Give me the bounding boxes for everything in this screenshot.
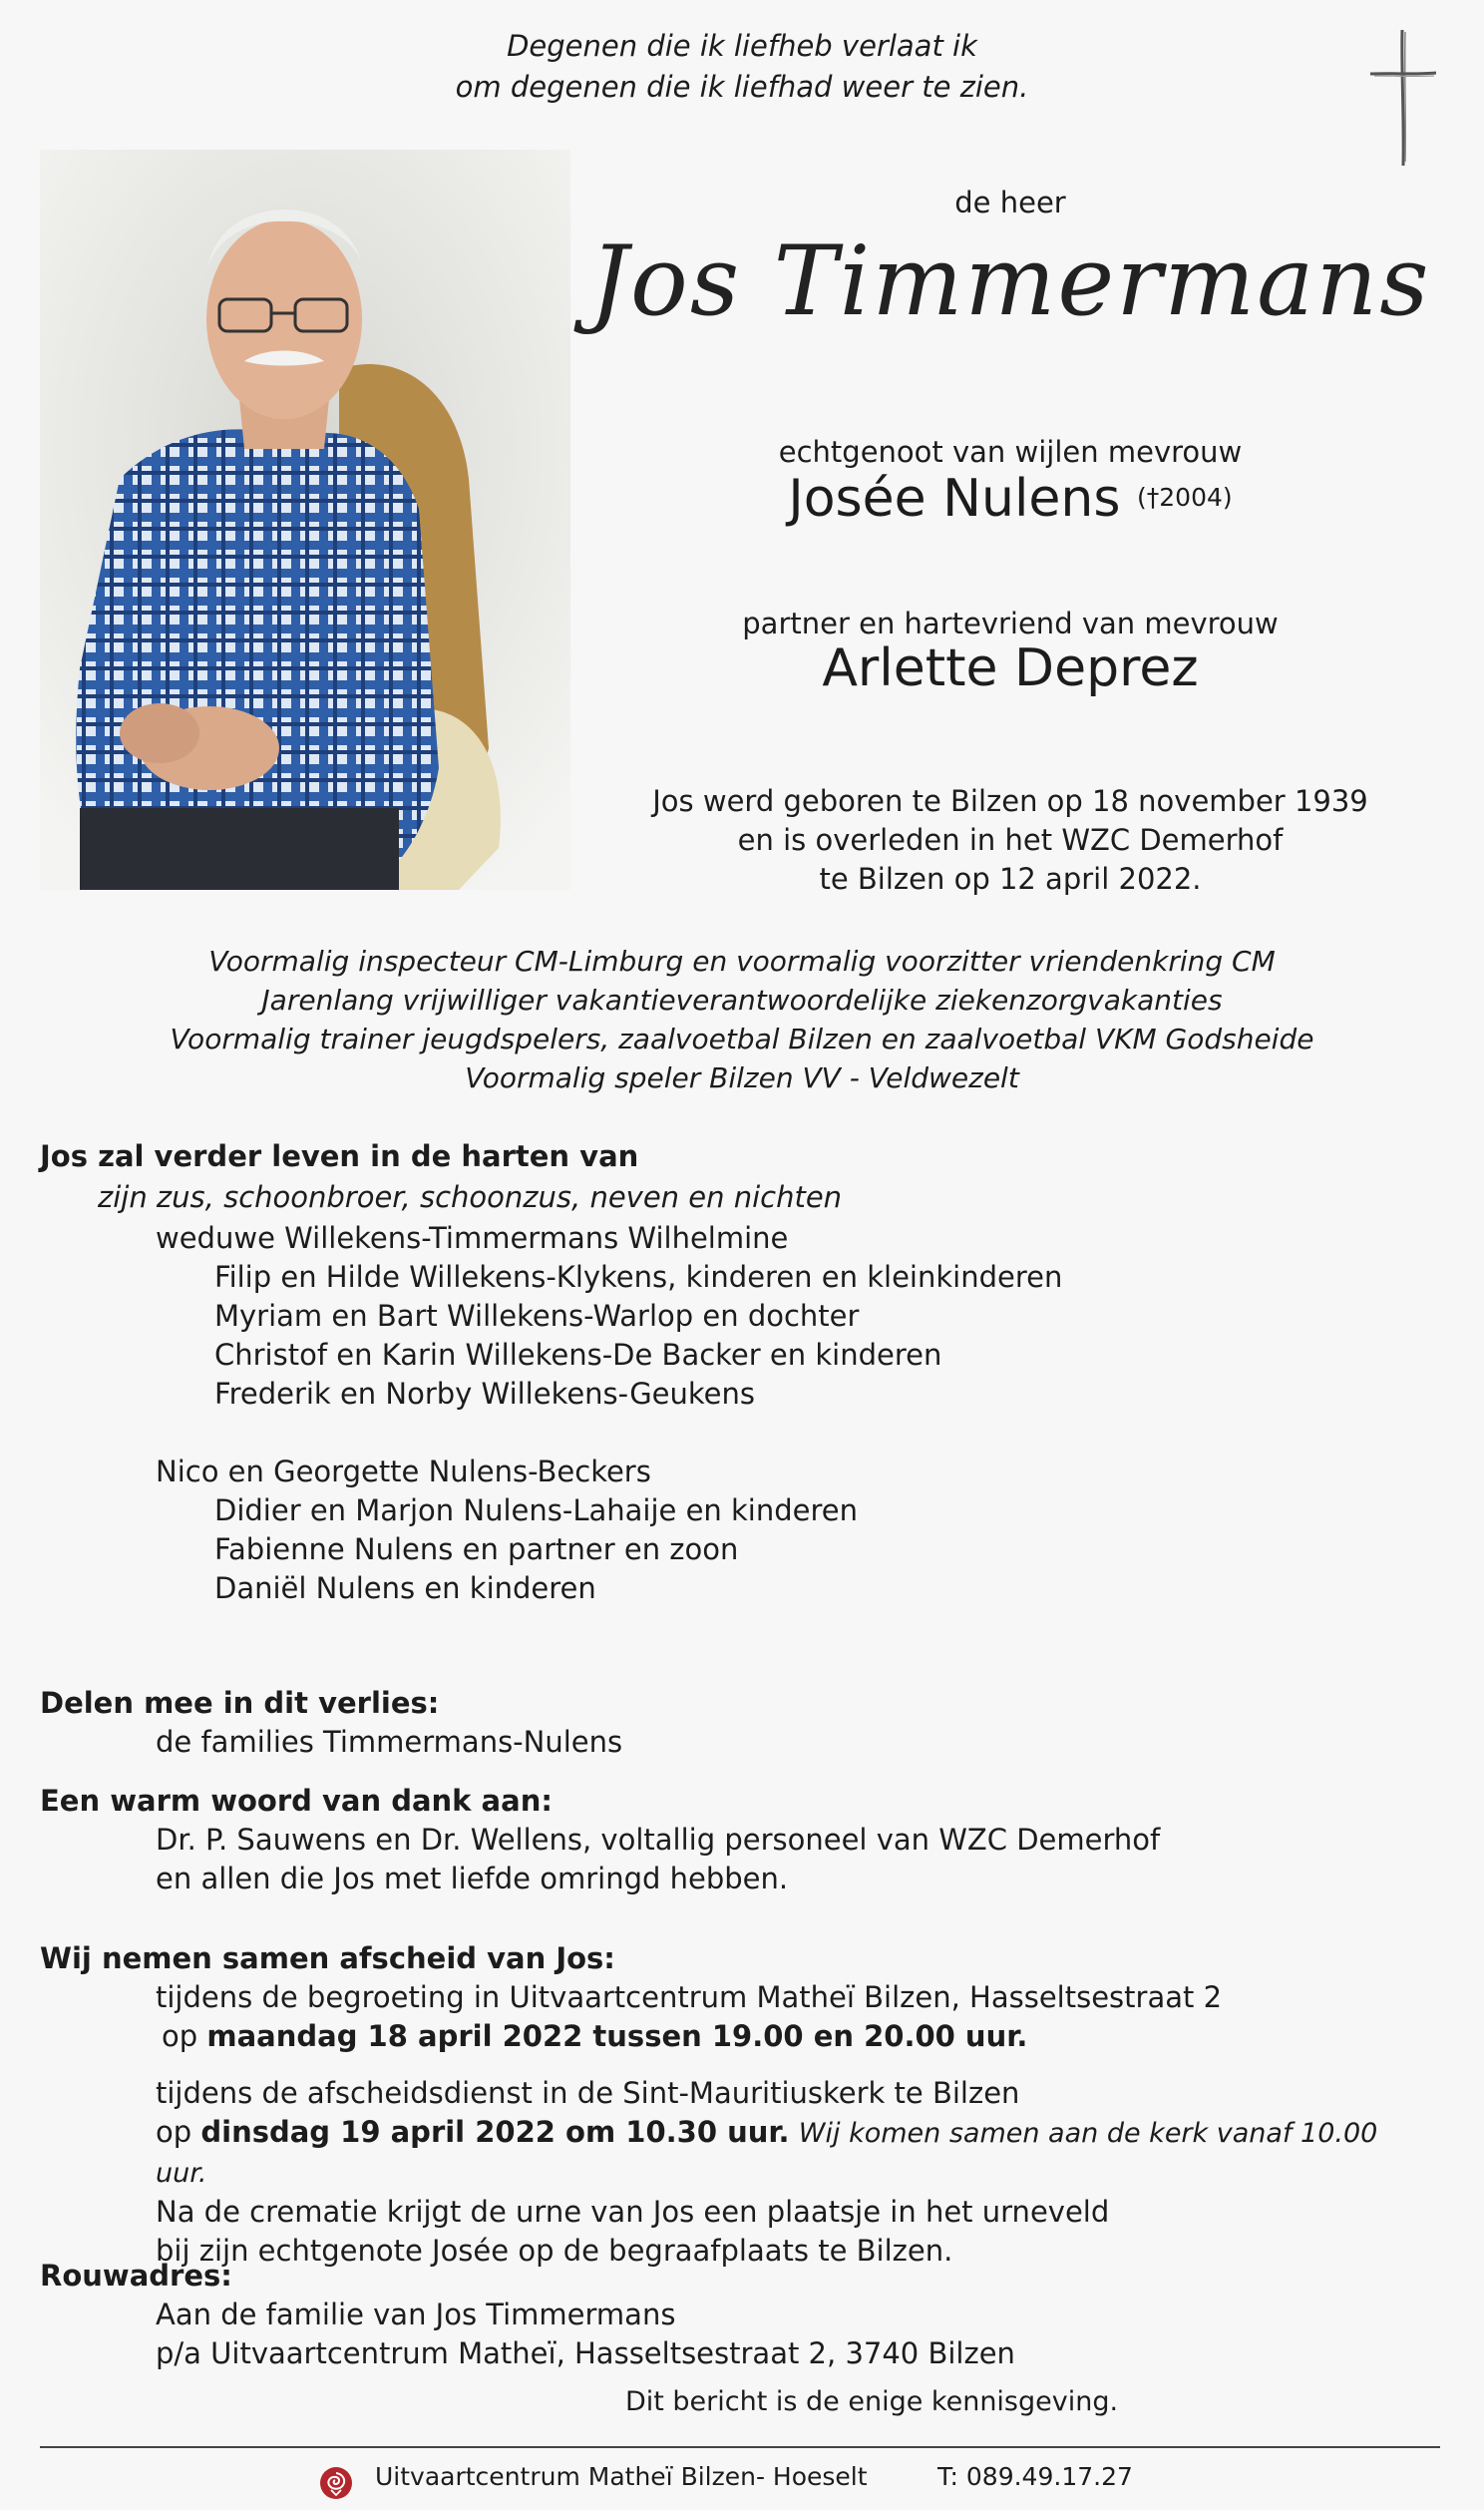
service-note: Wij komen samen aan de kerk vanaf 10.00 uur. <box>156 2118 1378 2189</box>
role-line: Voormalig trainer jeugdspelers, zaalvoetbal Bilzen en zaalvoetbal VKM Godsheide <box>170 1023 1314 1055</box>
family-member: Fabienne Nulens en partner en zoon <box>214 1532 739 1566</box>
spouse-death-year: (†2004) <box>1137 483 1233 512</box>
spouse-relation: echtgenoot van wijlen mevrouw <box>778 435 1243 469</box>
address-heading: Rouwadres: <box>40 2259 232 2293</box>
urn-line-2: bij zijn echtgenote Josée op de begraafplaats te Bilzen. <box>156 2234 953 2268</box>
share-section <box>40 1684 1436 1762</box>
visit-prefix: op <box>162 2019 198 2053</box>
thanks-line-2: en allen die Jos met liefde omringd hebben. <box>156 1862 789 1895</box>
thanks-line-1: Dr. P. Sauwens en Dr. Wellens, voltallig personeel van WZC Demerhof <box>156 1823 1161 1857</box>
role-line: Jarenlang vrijwilliger vakantieverantwoordelijke ziekenzorgvakanties <box>261 984 1223 1017</box>
service-when-line <box>40 2113 1436 2193</box>
family-member: Didier en Marjon Nulens-Lahaije en kinderen <box>214 1493 858 1527</box>
service-prefix: op <box>156 2115 192 2149</box>
visit-when: maandag 18 april 2022 tussen 19.00 en 20.00 uur. <box>206 2019 1028 2053</box>
spouse-name: Josée Nulens <box>788 469 1121 529</box>
poem <box>0 26 1484 108</box>
thanks-section <box>40 1782 1436 1898</box>
bio-line-1: Jos werd geboren te Bilzen op 18 november 1939 <box>652 784 1368 818</box>
deceased-name: Jos Timmermans <box>589 225 1431 337</box>
funeral-home-name: Uitvaartcentrum Matheï Bilzen- Hoeselt <box>375 2462 868 2491</box>
family-group-1-head: weduwe Willekens-Timmermans Wilhelmine <box>156 1221 789 1255</box>
role-line: Voormalig speler Bilzen VV - Veldwezelt <box>465 1061 1019 1094</box>
visit-line: tijdens de begroeting in Uitvaartcentrum Matheï Bilzen, Hasseltsestraat 2 <box>156 1980 1223 2014</box>
family-member: Daniël Nulens en kinderen <box>214 1571 596 1605</box>
address-line-1: Aan de familie van Jos Timmermans <box>156 2298 676 2331</box>
family-intro: zijn zus, schoonbroer, schoonzus, neven en nichten <box>98 1180 843 1214</box>
family-member: Frederik en Norby Willekens-Geukens <box>214 1377 755 1411</box>
spouse-name-line <box>588 469 1432 529</box>
visit-when-line <box>40 2017 1436 2056</box>
roles-list <box>0 942 1484 1097</box>
family-heading: Jos zal verder leven in de harten van <box>40 1139 639 1173</box>
family-group-2-head: Nico en Georgette Nulens-Beckers <box>156 1455 651 1488</box>
partner-relation: partner en hartevriend van mevrouw <box>742 607 1279 640</box>
honorific: de heer <box>954 186 1066 219</box>
service-line: tijdens de afscheidsdienst in de Sint-Mauritiuskerk te Bilzen <box>156 2076 1020 2110</box>
biography <box>588 782 1432 899</box>
farewell-heading: Wij nemen samen afscheid van Jos: <box>40 1941 615 1975</box>
share-text: de families Timmermans-Nulens <box>156 1725 623 1759</box>
urn-line-1: Na de crematie krijgt de urne van Jos een plaatsje in het urneveld <box>156 2195 1110 2229</box>
family-member: Christof en Karin Willekens-De Backer en kinderen <box>214 1338 942 1372</box>
partner-name: Arlette Deprez <box>822 638 1199 698</box>
portrait-photo <box>40 150 570 890</box>
address-section <box>40 2257 1436 2373</box>
rose-logo-icon <box>319 2466 353 2500</box>
poem-line-2: om degenen die ik liefhad weer te zien. <box>455 70 1029 104</box>
bio-line-3: te Bilzen op 12 april 2022. <box>819 862 1202 896</box>
cross-icon <box>1368 28 1438 168</box>
farewell-section <box>40 1939 1436 2271</box>
address-line-2: p/a Uitvaartcentrum Matheï, Hasseltsestraat 2, 3740 Bilzen <box>156 2336 1015 2370</box>
poem-line-1: Degenen die ik liefheb verlaat ik <box>507 29 977 63</box>
footer-divider <box>40 2446 1440 2448</box>
thanks-heading: Een warm woord van dank aan: <box>40 1784 553 1818</box>
family-section <box>40 1137 1436 1608</box>
funeral-home-phone: T: 089.49.17.27 <box>937 2462 1133 2491</box>
family-member: Myriam en Bart Willekens-Warlop en dochter <box>214 1299 860 1333</box>
role-line: Voormalig inspecteur CM-Limburg en voormalig voorzitter vriendenkring CM <box>208 945 1276 978</box>
bio-line-2: en is overleden in het WZC Demerhof <box>737 823 1284 857</box>
family-member: Filip en Hilde Willekens-Klykens, kinderen en kleinkinderen <box>214 1260 1063 1294</box>
service-when: dinsdag 19 april 2022 om 10.30 uur. <box>200 2115 790 2149</box>
notice-text: Dit bericht is de enige kennisgeving. <box>624 2386 1119 2417</box>
share-heading: Delen mee in dit verlies: <box>40 1686 440 1720</box>
